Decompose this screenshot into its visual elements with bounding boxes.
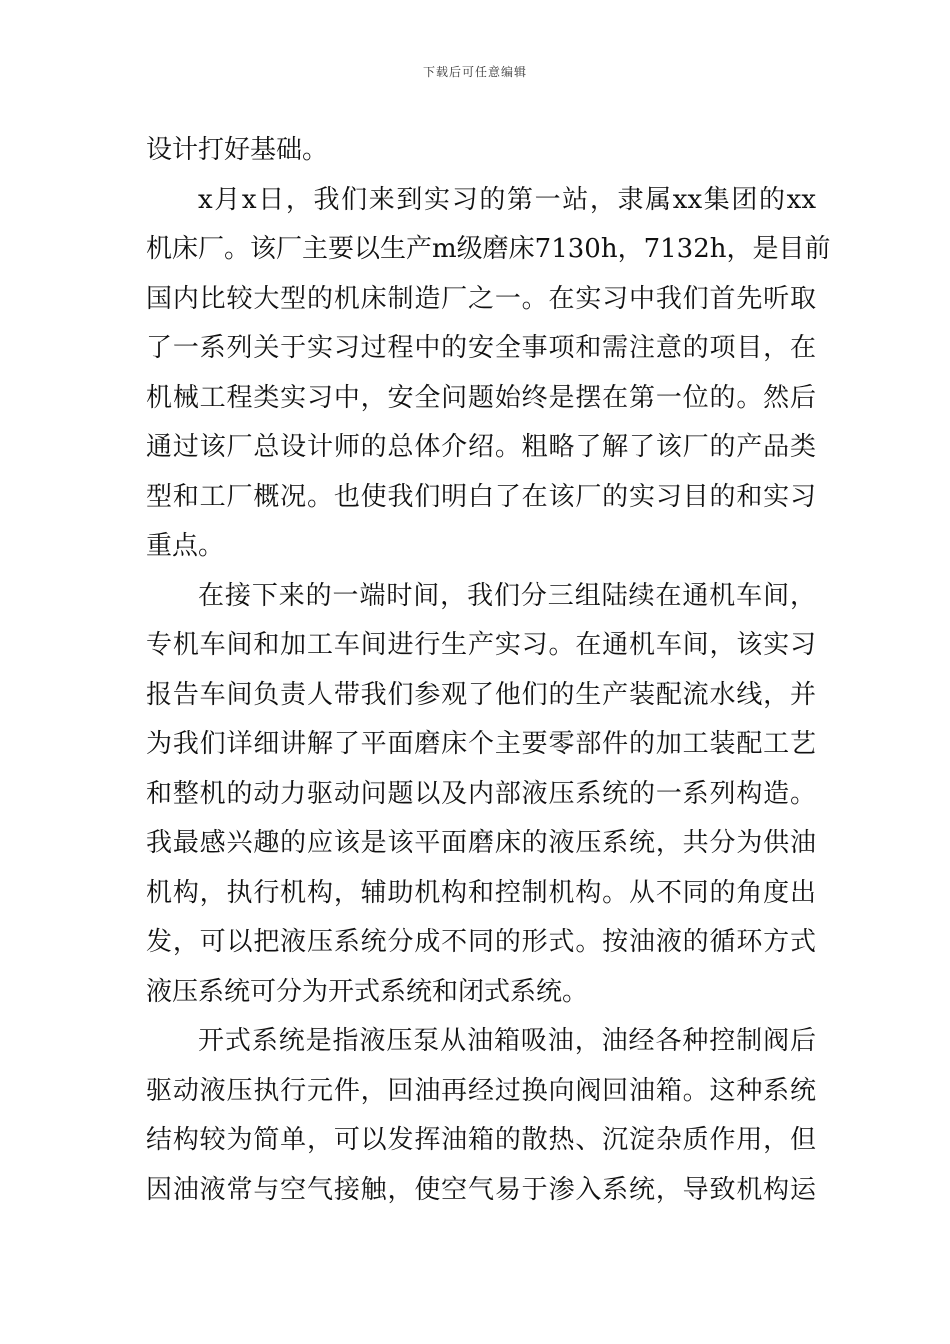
paragraph-line: 机构，执行机构，辅助机构和控制机构。从不同的角度出 [146, 877, 816, 908]
page-header: 下载后可任意编辑 [422, 65, 527, 79]
paragraph-line: 机床厂。该厂主要以生产m级磨床7130h，7132h，是目前 [146, 234, 831, 264]
paragraph-line: 报告车间负责人带我们参观了他们的生产装配流水线，并 [146, 679, 816, 710]
paragraph-line: 重点。 [146, 531, 225, 561]
paragraph-line: 型和工厂概况。也使我们明白了在该厂的实习目的和实习 [146, 481, 816, 512]
paragraph-line: 专机车间和加工车间进行生产实习。在通机车间，该实习 [146, 630, 816, 660]
paragraph-line: 因油液常与空气接触，使空气易于渗入系统，导致机构运 [146, 1174, 816, 1205]
paragraph-line: 开式系统是指液压泵从油箱吸油，油经各种控制阀后 [198, 1026, 816, 1056]
paragraph-line: 在接下来的一端时间，我们分三组陆续在通机车间， [198, 580, 816, 611]
paragraph-line: 液压系统可分为开式系统和闭式系统。 [146, 976, 589, 1007]
paragraph-line: 我最感兴趣的应该是该平面磨床的液压系统，共分为供油 [146, 828, 816, 858]
paragraph-line: 通过该厂总设计师的总体介绍。粗略了解了该厂的产品类 [146, 432, 816, 462]
paragraph-line: x月x日，我们来到实习的第一站，隶属xx集团的xx [198, 184, 816, 215]
paragraph-line: 国内比较大型的机床制造厂之一。在实习中我们首先听取 [146, 283, 816, 314]
paragraph-line: 发，可以把液压系统分成不同的形式。按油液的循环方式 [146, 927, 816, 957]
paragraph-line: 和整机的动力驱动问题以及内部液压系统的一系列构造。 [146, 778, 816, 809]
paragraph-line: 了一系列关于实习过程中的安全事项和需注意的项目，在 [146, 333, 816, 363]
paragraph-line: 为我们详细讲解了平面磨床个主要零部件的加工装配工艺 [146, 729, 816, 759]
document-body [146, 126, 831, 1215]
paragraph-line: 设计打好基础。 [146, 135, 329, 165]
paragraph-line: 结构较为简单，可以发挥油箱的散热、沉淀杂质作用，但 [146, 1125, 816, 1155]
paragraph-line: 驱动液压执行元件，回油再经过换向阀回油箱。这种系统 [146, 1075, 816, 1106]
paragraph-line: 机械工程类实习中，安全问题始终是摆在第一位的。然后 [146, 382, 816, 413]
